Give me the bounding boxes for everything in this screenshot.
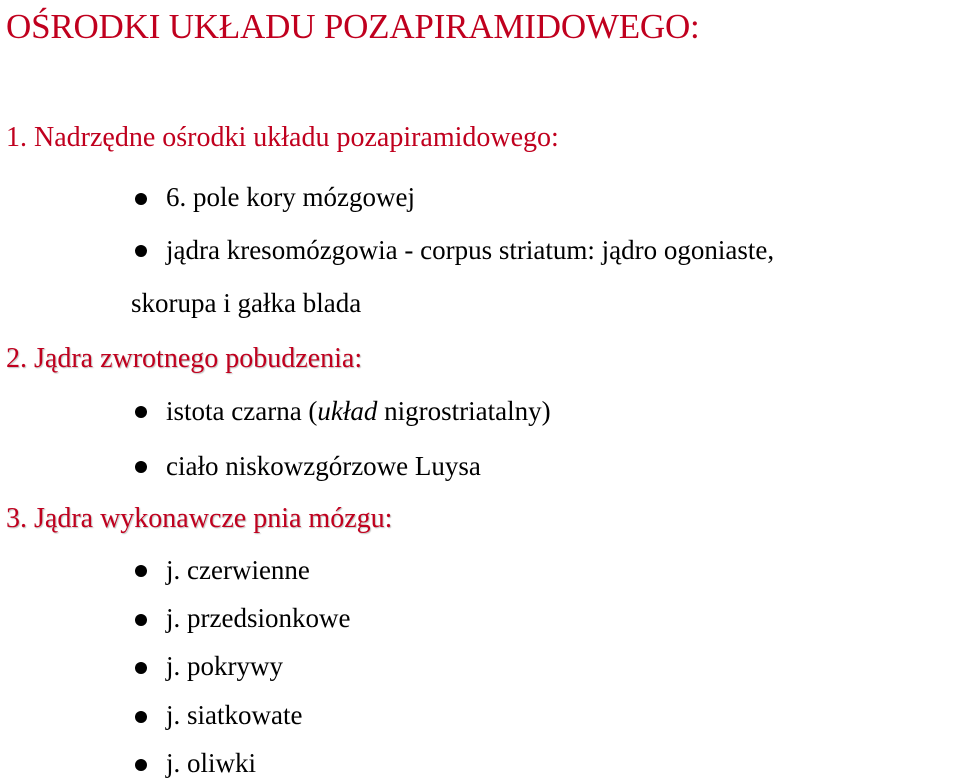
section-3-heading: 3. Jądra wykonawcze pnia mózgu: <box>6 503 393 534</box>
section-2-heading: 2. Jądra zwrotnego pobudzenia: <box>6 343 363 374</box>
list-item-continuation: skorupa i gałka blada <box>131 288 362 318</box>
list-item: j. pokrywy <box>166 651 283 681</box>
bullet-icon <box>135 406 147 418</box>
bullet-icon <box>135 662 147 674</box>
section-1-heading: 1. Nadrzędne ośrodki układu pozapiramidowego: <box>6 122 559 153</box>
bullet-icon <box>135 614 147 626</box>
bullet-icon <box>135 193 147 205</box>
bullet-icon <box>135 711 147 723</box>
list-item-text: nigrostriatalny) <box>377 396 551 426</box>
bullet-icon <box>135 759 147 771</box>
bullet-icon <box>135 245 147 257</box>
list-item: 6. pole kory mózgowej <box>166 182 415 212</box>
slide-title: OŚRODKI UKŁADU POZAPIRAMIDOWEGO: <box>6 7 700 46</box>
list-item: j. czerwienne <box>166 555 310 585</box>
bullet-icon <box>135 565 147 577</box>
list-item: jądra kresomózgowia - corpus striatum: jądro ogoniaste, <box>166 235 775 265</box>
list-item: j. przedsionkowe <box>166 603 351 633</box>
list-item-italic-text: układ <box>317 396 378 426</box>
list-item: ciało niskowzgórzowe Luysa <box>166 451 481 481</box>
list-item <box>166 398 551 425</box>
list-item-text: istota czarna ( <box>166 396 318 426</box>
bullet-icon <box>135 461 147 473</box>
list-item: j. siatkowate <box>166 700 303 730</box>
list-item: j. oliwki <box>166 748 257 778</box>
